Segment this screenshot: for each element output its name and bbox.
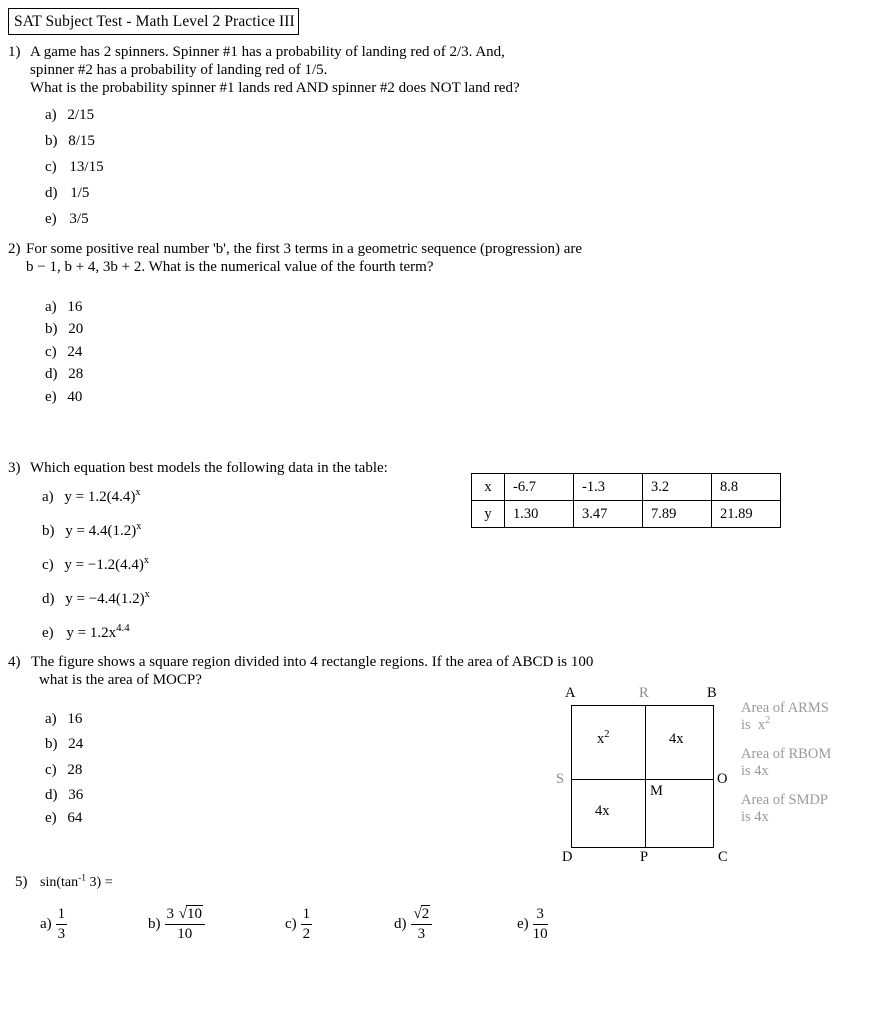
- option-label: c): [42, 557, 54, 573]
- page-title: SAT Subject Test - Math Level 2 Practice III: [14, 12, 295, 30]
- question-4-option-d[interactable]: [45, 787, 83, 804]
- table-row-header: y: [472, 501, 505, 528]
- question-3-option-e[interactable]: [42, 622, 130, 642]
- figure-cell-label-smdp: 4x: [595, 803, 610, 819]
- figure-vertex-label-d: D: [562, 849, 573, 865]
- question-5-option-a[interactable]: [40, 906, 67, 943]
- option-label: c): [45, 344, 57, 360]
- question-2-line-2: b − 1, b + 4, 3b + 2. What is the numerical value of the fourth term?: [26, 259, 434, 275]
- figure-vertex-label-c: C: [718, 849, 728, 865]
- radical-sign-icon: √: [413, 906, 422, 922]
- question-3-option-c[interactable]: [42, 557, 149, 574]
- stem-prefix: sin(tan: [40, 875, 79, 890]
- question-3-option-a[interactable]: [42, 489, 140, 506]
- question-1-line-3: What is the probability spinner #1 lands red AND spinner #2 does NOT land red?: [30, 80, 520, 96]
- table-cell: 21.89: [712, 501, 781, 528]
- table-row-header: x: [472, 474, 505, 501]
- option-label: b): [45, 133, 58, 149]
- figure-cell-base: x: [597, 731, 605, 747]
- fraction-numerator: [165, 906, 205, 925]
- option-exponent: x: [135, 487, 141, 498]
- question-3-data-table: [471, 473, 781, 528]
- question-5-option-e[interactable]: [517, 906, 548, 943]
- option-exponent: x: [144, 589, 150, 600]
- fraction-denominator: 10: [532, 926, 548, 942]
- question-1-line-2: spinner #2 has a probability of landing red of 1/5.: [30, 62, 328, 78]
- option-label: e): [517, 916, 529, 932]
- question-1-option-d[interactable]: [45, 185, 89, 202]
- option-label: a): [40, 916, 52, 932]
- annotation-base: x: [757, 717, 766, 733]
- numerator-coefficient: 3: [166, 906, 174, 922]
- figure-vertical-divider: [645, 705, 646, 848]
- question-2-option-a[interactable]: [45, 299, 82, 316]
- question-5-number: 5): [15, 874, 28, 890]
- question-1-option-a[interactable]: [45, 107, 94, 124]
- option-label: b): [45, 321, 58, 337]
- figure-vertex-label-p: P: [640, 849, 649, 865]
- option-value: 28: [67, 762, 83, 778]
- option-value: 24: [68, 736, 84, 752]
- radical-sign-icon: √: [178, 906, 187, 922]
- fraction-denominator: 3: [57, 926, 66, 942]
- option-value: 28: [68, 366, 84, 382]
- option-label: b): [45, 736, 58, 752]
- fraction-numerator: 1: [56, 906, 68, 925]
- option-label: a): [45, 711, 57, 727]
- table-cell: 7.89: [643, 501, 712, 528]
- annotation-line-2: is 4x: [741, 763, 769, 779]
- question-4-option-c[interactable]: [45, 762, 82, 779]
- question-4-option-a[interactable]: [45, 711, 82, 728]
- fraction-numerator: 1: [301, 906, 313, 925]
- question-3-option-b[interactable]: [42, 523, 141, 540]
- figure-cell-label-rbom: 4x: [669, 731, 684, 747]
- option-label: e): [45, 211, 57, 227]
- document-title-box: [8, 8, 299, 35]
- option-expression: y = 1.2(4.4): [64, 489, 136, 505]
- fraction: [411, 906, 433, 943]
- option-exponent: x: [143, 555, 149, 566]
- question-5-stem: [40, 875, 113, 891]
- question-1-option-e[interactable]: [45, 211, 89, 228]
- question-4-annotations: [741, 700, 871, 838]
- question-2-number: 2): [8, 241, 21, 257]
- option-label: a): [45, 299, 57, 315]
- figure-cell-exponent: 2: [604, 729, 610, 741]
- radical-expression: [413, 906, 431, 923]
- radical-argument: 10: [186, 906, 202, 922]
- figure-vertex-label-r: R: [639, 685, 649, 701]
- annotation-exponent: 2: [765, 715, 771, 727]
- question-1-line-1: A game has 2 spinners. Spinner #1 has a probability of landing red of 2/3. And,: [30, 44, 505, 60]
- question-4-option-e[interactable]: [45, 810, 82, 827]
- option-label: d): [45, 366, 58, 382]
- radical-expression: [178, 906, 203, 923]
- fraction-numerator: 3: [533, 906, 548, 925]
- option-label: c): [45, 762, 57, 778]
- option-value: 24: [67, 344, 83, 360]
- question-5-option-c[interactable]: [285, 906, 312, 943]
- question-4-figure: [540, 683, 740, 863]
- fraction-denominator: 2: [302, 926, 311, 942]
- table-cell: 3.47: [574, 501, 643, 528]
- option-exponent: 4.4: [116, 622, 130, 634]
- figure-vertex-label-s: S: [556, 771, 565, 787]
- option-value: 36: [68, 787, 84, 803]
- option-label: d): [45, 787, 58, 803]
- figure-square-outline: [571, 705, 714, 848]
- fraction: [533, 906, 548, 943]
- option-label: e): [45, 810, 57, 826]
- stem-exponent: -1: [78, 873, 87, 884]
- fraction: [301, 906, 313, 943]
- annotation-arms: [741, 700, 871, 734]
- table-cell: 3.2: [643, 474, 712, 501]
- option-expression: y = 4.4(1.2): [65, 523, 137, 539]
- figure-vertex-label-a: A: [565, 685, 576, 701]
- option-value: 3/5: [69, 211, 89, 227]
- option-label: e): [42, 625, 54, 641]
- fraction: [165, 906, 205, 943]
- question-5-option-d[interactable]: [394, 906, 432, 943]
- question-5-option-b[interactable]: [148, 906, 205, 943]
- question-4-line-2: what is the area of MOCP?: [39, 672, 202, 688]
- annotation-rbom: [741, 746, 871, 780]
- question-3-line-1: Which equation best models the following data in the table:: [30, 460, 388, 476]
- table-cell: -1.3: [574, 474, 643, 501]
- option-label: a): [45, 107, 57, 123]
- figure-vertex-label-o: O: [717, 771, 728, 787]
- fraction-denominator: 10: [177, 926, 193, 942]
- fraction: [56, 906, 68, 943]
- option-label: b): [42, 523, 55, 539]
- option-expression: y = 1.2x: [66, 625, 117, 641]
- question-2-option-c[interactable]: [45, 344, 82, 361]
- annotation-prefix: is: [741, 717, 751, 733]
- question-2-option-e[interactable]: [45, 389, 82, 406]
- option-label: c): [45, 159, 57, 175]
- figure-horizontal-divider: [571, 779, 714, 780]
- question-2-option-b[interactable]: [45, 321, 83, 338]
- option-value: 8/15: [68, 133, 95, 149]
- annotation-line-1: Area of RBOM: [741, 746, 832, 762]
- option-value: 1/5: [70, 185, 90, 201]
- question-4-line-1: The figure shows a square region divided into 4 rectangle regions. If the area of ABCD is 100: [31, 654, 594, 670]
- figure-vertex-label-m: M: [650, 783, 663, 799]
- annotation-smdp: [741, 792, 871, 826]
- table-cell: -6.7: [505, 474, 574, 501]
- option-value: 20: [68, 321, 84, 337]
- question-3-option-d[interactable]: [42, 591, 150, 608]
- question-1-number: 1): [8, 44, 21, 60]
- option-value: 64: [67, 810, 83, 826]
- question-2-option-d[interactable]: [45, 366, 83, 383]
- question-2-line-1: For some positive real number 'b', the first 3 terms in a geometric sequence (progression) are: [26, 241, 583, 257]
- question-3-number: 3): [8, 460, 21, 476]
- question-1-option-c[interactable]: [45, 159, 104, 176]
- question-4-number: 4): [8, 654, 21, 670]
- option-value: 13/15: [69, 159, 104, 175]
- option-value: 40: [67, 389, 83, 405]
- option-value: 16: [67, 711, 83, 727]
- table-cell: 1.30: [505, 501, 574, 528]
- option-value: 2/15: [67, 107, 95, 123]
- option-label: b): [148, 916, 161, 932]
- annotation-line-2: is 4x: [741, 809, 769, 825]
- question-1-option-b[interactable]: [45, 133, 95, 150]
- option-label: d): [394, 916, 407, 932]
- annotation-line-1: Area of ARMS: [741, 700, 829, 716]
- option-expression: y = −4.4(1.2): [65, 591, 145, 607]
- option-label: e): [45, 389, 57, 405]
- option-label: a): [42, 489, 54, 505]
- option-value: 16: [67, 299, 83, 315]
- option-exponent: x: [136, 521, 142, 532]
- table-row: [472, 474, 781, 501]
- option-label: c): [285, 916, 297, 932]
- option-label: d): [42, 591, 55, 607]
- annotation-line-2: [741, 717, 871, 734]
- option-label: d): [45, 185, 58, 201]
- fraction-numerator: [411, 906, 433, 925]
- table-cell: 8.8: [712, 474, 781, 501]
- radical-argument: 2: [421, 906, 430, 922]
- fraction-denominator: 3: [417, 926, 426, 942]
- stem-suffix: 3) =: [86, 875, 113, 890]
- figure-cell-label-arms: [597, 731, 609, 748]
- annotation-line-1: Area of SMDP: [741, 792, 828, 808]
- question-4-option-b[interactable]: [45, 736, 83, 753]
- table-row: [472, 501, 781, 528]
- option-expression: y = −1.2(4.4): [64, 557, 144, 573]
- figure-vertex-label-b: B: [707, 685, 717, 701]
